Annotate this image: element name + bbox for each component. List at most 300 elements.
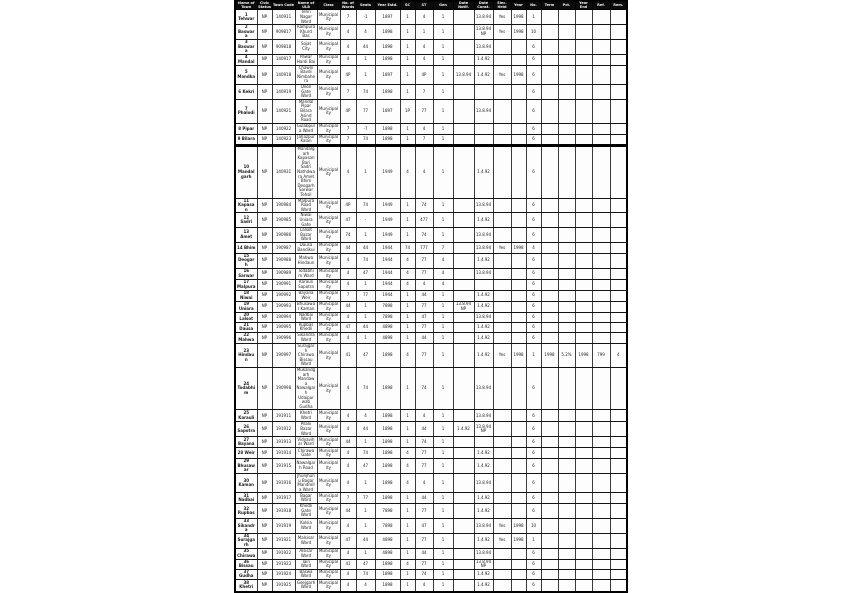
table-cell [575, 301, 592, 312]
table-cell [592, 268, 610, 279]
table-cell [575, 422, 592, 437]
table-cell [610, 146, 627, 199]
table-cell [558, 559, 575, 569]
table-cell: 10 Mandalgarh [235, 146, 257, 199]
table-cell: Municipality [317, 65, 340, 84]
table-cell [453, 54, 474, 65]
table-cell: 191911 [272, 410, 295, 422]
table-cell: Rampura Khurd Bas [296, 24, 316, 39]
table-cell: NP [257, 65, 272, 84]
table-cell: -1 [356, 10, 375, 25]
table-cell: 190996 [272, 333, 295, 344]
table-cell [610, 54, 627, 65]
table-cell [493, 569, 511, 579]
table-cell: NP [257, 99, 272, 123]
table-cell [575, 519, 592, 534]
table-cell [511, 228, 526, 243]
column-header: Ref. [592, 1, 610, 10]
table-cell: Municipality [318, 568, 339, 579]
table-cell: NP [257, 533, 272, 548]
table-cell: 47 [356, 268, 375, 279]
table-row [235, 548, 627, 559]
table-cell [575, 504, 592, 519]
table-cell: 1.4.92 [474, 146, 493, 199]
table-cell [511, 123, 526, 134]
table-cell: 1 [433, 437, 453, 448]
table-row [235, 448, 627, 459]
table-cell [493, 213, 511, 228]
table-cell: 1 [400, 368, 415, 410]
table-cell [493, 333, 511, 344]
table-cell [592, 25, 610, 40]
table-cell: 6 [526, 504, 541, 519]
table-cell [453, 85, 474, 100]
table-cell: 77 [415, 322, 433, 332]
table-cell: 4 [340, 268, 356, 279]
table-cell: 77 [356, 493, 375, 504]
table-cell: Karauli Sapotra [295, 279, 317, 290]
table-cell [453, 25, 474, 40]
table-cell: 1 [400, 580, 415, 592]
table-cell: NP [257, 10, 272, 25]
table-cell [541, 253, 558, 268]
table-cell: 74 [400, 242, 415, 253]
table-cell: 4 [340, 422, 356, 437]
table-cell [493, 301, 511, 312]
table-cell: 1898 [375, 25, 400, 40]
table-cell: NP [257, 493, 272, 504]
table-cell [511, 312, 526, 322]
table-cell: 4P [415, 65, 433, 84]
table-row [235, 10, 627, 25]
table-cell: NP [257, 242, 272, 253]
table-cell: 77 [415, 559, 433, 569]
table-cell [453, 279, 474, 290]
table-cell: NP [257, 279, 272, 290]
table-row [235, 279, 627, 290]
table-cell: 13.8.94 [474, 198, 493, 213]
table-cell [541, 123, 558, 134]
table-cell [541, 198, 558, 213]
table-cell [511, 437, 526, 448]
table-cell: 6 [526, 493, 541, 504]
table-cell: 1898 [375, 580, 400, 592]
table-cell: 47 [415, 312, 433, 322]
table-cell: 6 [526, 213, 541, 228]
table-cell: 1 [433, 54, 453, 65]
table-cell: 6 [526, 253, 541, 268]
table-cell: 190987 [272, 242, 295, 253]
table-cell [610, 85, 627, 100]
table-cell [453, 473, 474, 492]
table-cell: 4 [415, 279, 433, 290]
table-cell: 1.4.92 [474, 65, 493, 84]
table-cell: 1898 [375, 54, 400, 65]
table-cell [575, 10, 592, 25]
table-cell: 191919 [272, 519, 295, 534]
table-cell: 6 [526, 459, 541, 474]
table-cell: Mahwa Hindaun [295, 253, 317, 268]
table-cell [558, 242, 575, 253]
table-cell: Municipality [318, 123, 339, 133]
table-cell: 44 [415, 290, 433, 301]
table-cell: Municipality [318, 311, 339, 322]
table-cell [592, 146, 610, 199]
table-cell [558, 548, 575, 559]
table-cell: 47 [356, 559, 375, 569]
table-cell: 191922 [272, 548, 295, 559]
table-cell: Surajgarh Chirawa Bissau Ward [295, 344, 317, 368]
table-cell [511, 504, 526, 519]
table-cell [610, 253, 627, 268]
table-cell [493, 422, 511, 437]
table-cell: 1898 [375, 569, 400, 579]
table-cell: 4 [526, 242, 541, 253]
table-cell [493, 253, 511, 268]
table-cell: 909818 [272, 39, 295, 54]
table-cell: 1 [356, 65, 375, 84]
table-cell [592, 333, 610, 344]
table-cell [592, 473, 610, 492]
table-cell [453, 569, 474, 579]
table-cell: 1898 [375, 448, 400, 459]
table-cell: 1 [433, 448, 453, 459]
table-cell: 4898 [375, 533, 400, 548]
table-cell [610, 422, 627, 437]
table-cell [541, 448, 558, 459]
table-cell: 13.8.94 [474, 519, 493, 534]
table-cell: 191918 [272, 504, 295, 519]
table-cell: 4 [415, 580, 433, 592]
table-row [235, 253, 627, 268]
table-cell [493, 580, 511, 592]
table-cell: 1898 [375, 123, 400, 134]
table-cell: 1 [356, 437, 375, 448]
table-cell: Municipality [317, 198, 340, 213]
table-cell [610, 559, 627, 569]
table-cell [541, 368, 558, 410]
table-cell [592, 410, 610, 422]
table-cell [541, 559, 558, 569]
column-header: Name of Town [235, 1, 257, 10]
table-row [235, 473, 627, 492]
table-cell [558, 459, 575, 474]
table-cell [541, 290, 558, 301]
table-cell [592, 493, 610, 504]
table-cell: 1 [433, 65, 453, 84]
table-cell: 36 Bissau [235, 559, 257, 569]
table-cell: 1 [526, 344, 541, 368]
table-cell: 4898 [375, 548, 400, 559]
table-cell: 1898 [375, 559, 400, 569]
table-cell: 6 [526, 333, 541, 344]
table-cell [558, 99, 575, 123]
table-cell [453, 146, 474, 199]
table-cell: 74 [356, 134, 375, 145]
table-cell [541, 279, 558, 290]
table-cell: -7 [356, 123, 375, 134]
table-cell: 1.4.92 [474, 459, 493, 474]
table-cell: 6 [526, 85, 541, 100]
table-cell [541, 459, 558, 474]
column-header: Term [541, 1, 558, 10]
table-cell: 6 [526, 54, 541, 65]
table-cell: 1 [400, 228, 415, 243]
table-cell: 44 [356, 422, 375, 437]
table-cell: 4898 [375, 333, 400, 344]
table-cell [592, 279, 610, 290]
table-cell: 30 Kaman [235, 473, 257, 492]
table-row [235, 368, 627, 410]
column-header: Year [511, 1, 526, 10]
table-cell: NP [257, 368, 272, 410]
table-cell: 1 [400, 519, 415, 534]
table-cell: 6 [526, 39, 541, 54]
table-cell: Nadbai Ward [295, 312, 317, 322]
table-cell: 1 [400, 198, 415, 213]
table-row [235, 333, 627, 344]
table-cell: Bagar Ward [295, 493, 317, 504]
table-cell: 13.8.94 NP [474, 422, 493, 437]
table-cell: 4 [340, 312, 356, 322]
table-cell: 1 [356, 473, 375, 492]
table-cell [575, 559, 592, 569]
table-cell: 191917 [272, 493, 295, 504]
table-cell: 1 [400, 533, 415, 548]
table-cell: 4 [340, 448, 356, 459]
table-cell [575, 459, 592, 474]
table-cell [575, 290, 592, 301]
table-cell [493, 410, 511, 422]
table-cell: 4 [415, 123, 433, 134]
table-cell [575, 437, 592, 448]
table-cell [558, 279, 575, 290]
table-cell [610, 213, 627, 228]
table-cell: 8 Pipar [235, 123, 257, 134]
table-cell: 13.8.94 [474, 368, 493, 410]
table-cell: 74 [415, 569, 433, 579]
table-cell: 7898 [375, 312, 400, 322]
table-cell: Municipality [317, 10, 340, 25]
column-header: Elec. Held [493, 1, 511, 10]
table-cell [511, 448, 526, 459]
table-cell [610, 368, 627, 410]
table-cell: 4 [610, 344, 627, 368]
table-cell [592, 322, 610, 332]
table-cell: 140919 [272, 85, 295, 100]
table-cell [575, 123, 592, 134]
table-cell [575, 448, 592, 459]
table-cell [558, 493, 575, 504]
table-cell [592, 504, 610, 519]
table-cell: 1.4.92 [474, 213, 493, 228]
table-cell: 13.8.94 NP [474, 25, 493, 40]
table-cell [592, 569, 610, 579]
table-cell: 44 [415, 422, 433, 437]
table-row [235, 134, 627, 145]
table-cell [558, 54, 575, 65]
table-cell: 1 [433, 519, 453, 534]
table-cell: 191912 [272, 422, 295, 437]
table-cell: 1898 [375, 344, 400, 368]
table-cell [558, 253, 575, 268]
table-cell [511, 290, 526, 301]
table-cell: NP [257, 559, 272, 569]
table-cell: Alsisar Ward [295, 548, 317, 559]
table-cell [575, 213, 592, 228]
table-cell: 77 [415, 504, 433, 519]
table-cell: Municipality [318, 268, 339, 278]
table-cell [511, 279, 526, 290]
table-cell: 24 Todabhim [235, 368, 257, 410]
table-cell: 1898 [375, 39, 400, 54]
table-cell [592, 580, 610, 592]
table-cell [592, 10, 610, 25]
table-cell: Jahazpur Kalan [295, 134, 317, 145]
table-cell: 1 Tehwar [235, 10, 257, 25]
table-cell: 77 [415, 533, 433, 548]
table-cell [453, 559, 474, 569]
table-cell [493, 134, 511, 145]
table-cell: 74 [356, 85, 375, 100]
table-row [235, 344, 627, 368]
table-cell: 7 [340, 85, 356, 100]
table-cell: 3 Baswara [235, 39, 257, 54]
table-cell [541, 437, 558, 448]
table-cell [610, 10, 627, 25]
table-cell [453, 437, 474, 448]
table-cell: 6 [526, 548, 541, 559]
table-cell: Municipality [317, 504, 340, 519]
table-cell: NP [257, 39, 272, 54]
table-cell: 1 [400, 123, 415, 134]
table-cell: 4 [340, 146, 356, 199]
table-cell: 140922 [272, 123, 295, 134]
table-cell [610, 437, 627, 448]
table-cell [453, 39, 474, 54]
column-header: Year Estd. [375, 1, 400, 10]
table-cell: 4 Mandal [235, 54, 257, 65]
table-cell: 1 [400, 10, 415, 25]
table-cell [541, 146, 558, 199]
table-cell: 1949 [375, 198, 400, 213]
table-cell: NP [257, 344, 272, 368]
table-cell: 9 Bilara [235, 134, 257, 145]
table-cell: 1.4.92 [474, 290, 493, 301]
table-cell: 1 [400, 54, 415, 65]
table-cell [610, 504, 627, 519]
table-cell: NP [257, 437, 272, 448]
table-cell: Municipality [317, 99, 340, 123]
table-cell: Yes [493, 242, 511, 253]
table-cell [511, 333, 526, 344]
table-cell: NP [257, 322, 272, 332]
table-cell [541, 134, 558, 145]
table-cell: 44 [356, 533, 375, 548]
table-cell: 27 Bayana [235, 437, 257, 448]
table-cell: Lalsot Bazar Ward [295, 228, 317, 243]
table-cell [453, 228, 474, 243]
table-cell [511, 422, 526, 437]
table-cell: 4 [356, 25, 375, 40]
table-cell: 1898 [375, 459, 400, 474]
table-row [235, 459, 627, 474]
column-header: No. of Wards [341, 1, 355, 9]
column-header: Gen [433, 1, 453, 10]
column-header: SC [400, 1, 415, 10]
table-cell: Yes [493, 65, 511, 84]
table-cell: NP [257, 333, 272, 344]
table-cell: 13.8.94 [474, 312, 493, 322]
table-cell [558, 533, 575, 548]
table-cell: Municipality [318, 321, 339, 332]
table-cell: 35 Chirawa [235, 548, 257, 559]
table-cell: 4 [400, 559, 415, 569]
table-cell [453, 322, 474, 332]
table-cell: 140931 [272, 146, 295, 199]
table-cell [453, 290, 474, 301]
table-cell [558, 290, 575, 301]
table-cell: Municipality [318, 242, 339, 252]
table-cell [610, 25, 627, 40]
table-cell: 4 [400, 344, 415, 368]
table-cell: Deoli Gate Ward [295, 85, 317, 100]
table-cell [575, 242, 592, 253]
table-cell [575, 410, 592, 422]
table-row [235, 99, 627, 123]
table-cell: Municipality [317, 146, 340, 199]
table-cell: 6 [526, 410, 541, 422]
table-row [235, 25, 627, 40]
table-cell [575, 146, 592, 199]
table-cell: 74 [415, 368, 433, 410]
table-row [235, 39, 627, 54]
table-cell: 1998 [511, 533, 526, 548]
table-cell [541, 569, 558, 579]
table-cell: Municipality [317, 228, 340, 243]
column-header: Year End [575, 1, 592, 10]
table-cell [558, 85, 575, 100]
table-cell [558, 301, 575, 312]
table-cell: 41 [340, 559, 356, 569]
table-cell: 191913 [272, 437, 295, 448]
table-cell [474, 279, 493, 290]
table-cell [575, 322, 592, 332]
table-cell: Sojat City [295, 39, 317, 54]
table-cell [511, 580, 526, 592]
table-cell: 4898 [375, 322, 400, 332]
table-cell [541, 85, 558, 100]
table-cell [610, 301, 627, 312]
table-cell: 1 [433, 99, 453, 123]
table-cell: NP [257, 85, 272, 100]
table-cell: 13.8.94 [474, 39, 493, 54]
table-cell [610, 134, 627, 145]
table-cell: 190991 [272, 279, 295, 290]
table-cell [575, 473, 592, 492]
table-row [235, 493, 627, 504]
table-cell: 1.4.92 [474, 253, 493, 268]
table-cell: 12 Sadri [235, 213, 257, 228]
table-cell [541, 213, 558, 228]
table-cell: Dausa Bandikui [295, 242, 317, 253]
table-cell [493, 504, 511, 519]
table-cell: Yes [493, 344, 511, 368]
table-cell: Municipality [317, 25, 340, 40]
table-cell: Municipality [318, 447, 339, 458]
table-cell [558, 123, 575, 134]
table-cell: Yes [493, 533, 511, 548]
